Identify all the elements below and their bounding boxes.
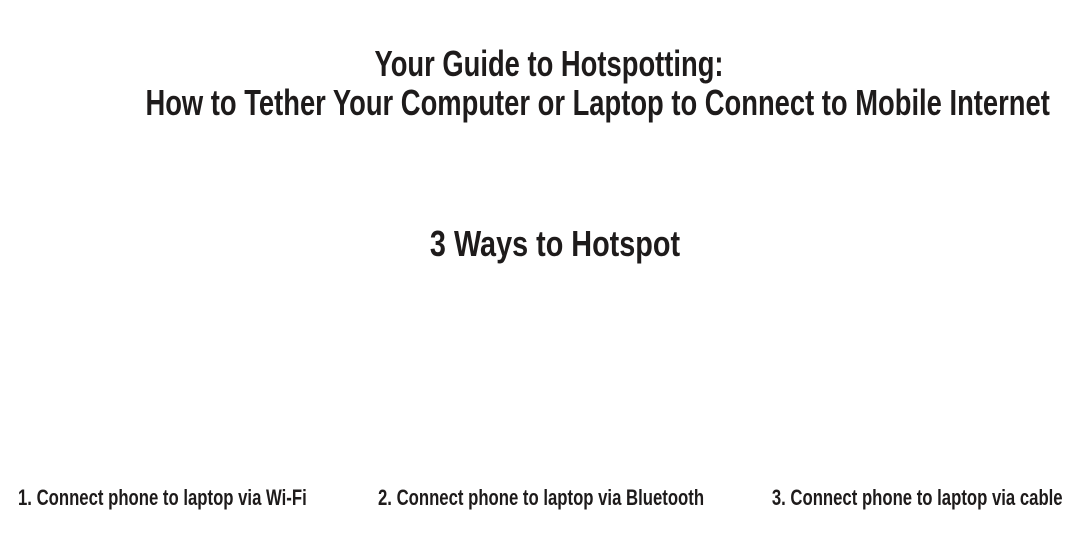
section-heading [0,224,1080,263]
title-line-1: Your Guide to Hotspotting: [374,43,724,84]
method-caption-bluetooth: 2. Connect phone to laptop via Bluetooth [378,485,705,510]
page-title [0,44,1080,122]
method-caption-cable: 3. Connect phone to laptop via cable [772,485,1063,510]
section-heading-text: 3 Ways to Hotspot [429,223,681,264]
method-caption-wifi: 1. Connect phone to laptop via Wi-Fi [18,485,307,510]
title-line-2: How to Tether Your Computer or Laptop to Connect to Mobile Internet [145,82,1050,123]
